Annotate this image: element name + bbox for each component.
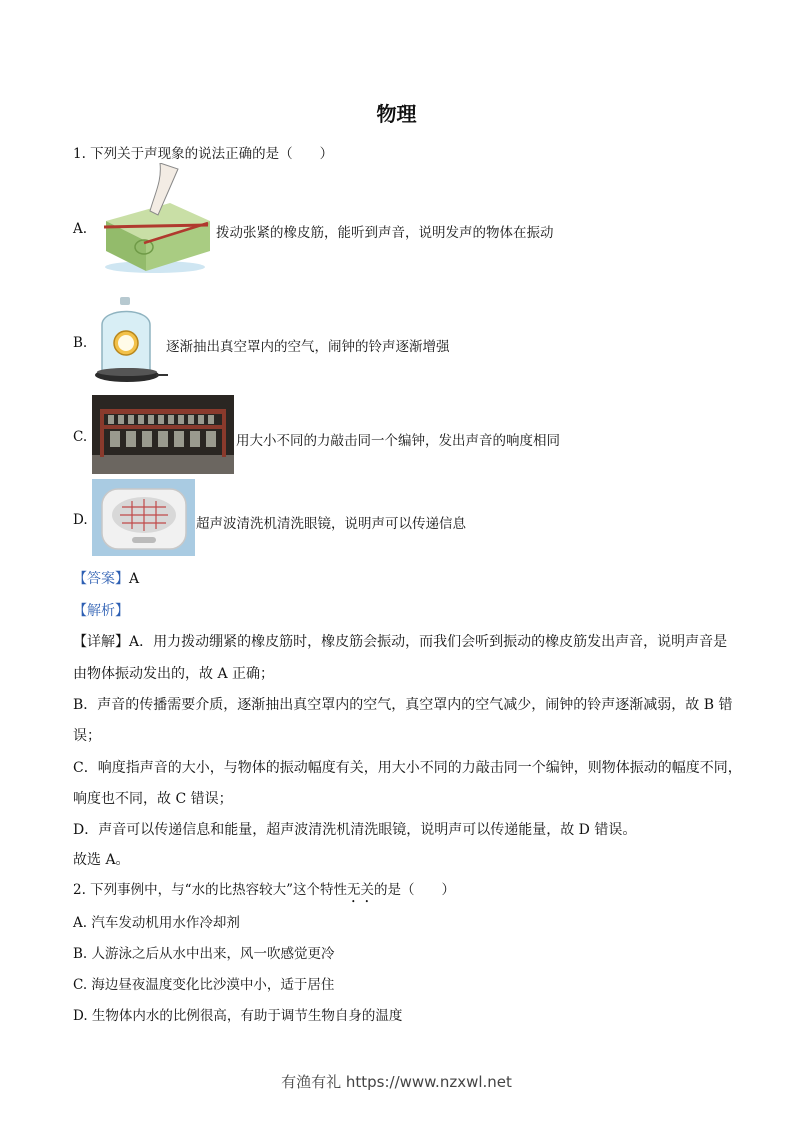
detail-line-4: 误； (73, 728, 101, 744)
q1-option-d-text: 超声波清洗机清洗眼镜，说明声可以传递信息 (196, 516, 466, 532)
answer-line (73, 568, 139, 588)
q2-stem-after: 的是（ ） (373, 882, 455, 898)
q1-option-a-label: A. (73, 221, 88, 237)
answer-value: A (129, 571, 140, 587)
detail-text-1: A．用力拨动绷紧的橡皮筋时，橡皮筋会振动，而我们会听到振动的橡皮筋发出声音，说明声音是 (129, 634, 728, 650)
bell-jar-clock-image (92, 295, 170, 385)
q2-option-c: C. 海边昼夜温度变化比沙漠中小，适于居住 (73, 977, 335, 993)
detail-line-7: D．声音可以传递信息和能量，超声波清洗机清洗眼镜，说明声可以传递能量，故 D 错误。 (73, 822, 637, 838)
q1-option-b-label: B. (73, 335, 88, 351)
q2-option-d: D. 生物体内水的比例很高，有助于调节生物自身的温度 (73, 1008, 403, 1024)
chime-bells-image (92, 395, 234, 474)
answer-tag: 【答案】 (73, 571, 129, 587)
q1-option-b-text: 逐渐抽出真空罩内的空气，闹钟的铃声逐渐增强 (166, 339, 450, 355)
q1-option-c-text: 用大小不同的力敲击同一个编钟，发出声音的响度相同 (236, 433, 560, 449)
q2-option-a: A. 汽车发动机用水作冷却剂 (73, 915, 240, 931)
footer-watermark: 有渔有礼 https://www.nzxwl.net (281, 1073, 512, 1091)
detail-line-1 (73, 631, 727, 651)
question-2-stem (73, 878, 455, 906)
q1-option-d-label: D. (73, 512, 88, 528)
q1-option-a-text: 拨动张紧的橡皮筋，能听到声音，说明发声的物体在振动 (216, 225, 554, 241)
detail-line-8: 故选 A。 (73, 852, 130, 868)
detail-tag: 【详解】 (73, 634, 129, 650)
ultrasonic-cleaner-image (92, 479, 195, 556)
q2-stem-before: 2. 下列事例中，与“水的比热容较大”这个特性 (73, 882, 347, 898)
analysis-tag: 【解析】 (73, 603, 129, 619)
question-1-stem: 1. 下列关于声现象的说法正确的是（ ） (73, 146, 334, 162)
q2-option-b: B. 人游泳之后从水中出来，风一吹感觉更冷 (73, 946, 335, 962)
detail-line-5: C．响度指声音的大小，与物体的振动幅度有关，用大小不同的力敲击同一个编钟，则物体振动的幅度不同， (73, 760, 742, 776)
detail-line-3: B．声音的传播需要介质，逐渐抽出真空罩内的空气，真空罩内的空气减少，闹钟的铃声逐渐减弱，故 B 错 (73, 697, 733, 713)
detail-line-6: 响度也不同，故 C 错误； (73, 791, 233, 807)
detail-line-2: 由物体振动发出的，故 A 正确； (73, 666, 275, 682)
q1-option-c-label: C. (73, 429, 88, 445)
page-title: 物理 (376, 102, 417, 126)
q2-stem-emphasis: 无关 (346, 882, 374, 898)
rubber-band-box-image (100, 163, 210, 275)
